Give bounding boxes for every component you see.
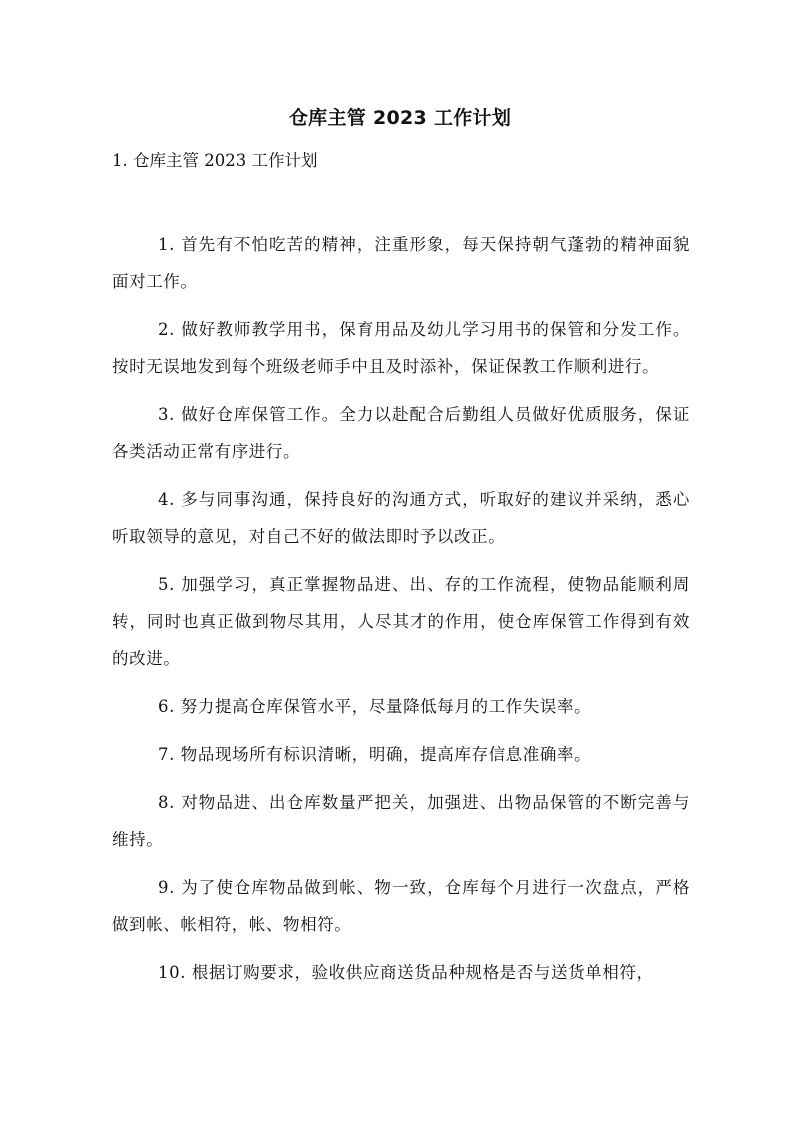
document-subtitle: 1. 仓库主管 2023 工作计划 [112,151,318,170]
plan-item-4: 4. 多与同事沟通，保持良好的沟通方式，听取好的建议并采纳，悉心听取领导的意见，对自己不好的做法即时予以改正。 [112,490,690,546]
plan-item-9: 9. 为了使仓库物品做到帐、物一致，仓库每个月进行一次盘点，严格做到帐、帐相符，帐、物相符。 [112,878,690,934]
plan-item-10: 10. 根据订购要求，验收供应商送货品种规格是否与送货单相符， [158,963,654,982]
plan-item-7: 7. 物品现场所有标识清晰，明确，提高库存信息准确率。 [158,745,592,764]
document-body [112,226,690,1002]
plan-item-8: 8. 对物品进、出仓库数量严把关，加强进、出物品保管的不断完善与维持。 [112,793,690,849]
plan-item-5: 5. 加强学习，真正掌握物品进、出、存的工作流程，使物品能顺利周转，同时也真正做到物尽其用，人尽其才的作用，使仓库保管工作得到有效的改进。 [112,575,690,668]
plan-item-1: 1. 首先有不怕吃苦的精神，注重形象，每天保持朝气蓬勃的精神面貌面对工作。 [112,235,690,291]
document-title: 仓库主管 2023 工作计划 [288,107,512,129]
plan-item-6: 6. 努力提高仓库保管水平，尽量降低每月的工作失误率。 [158,697,592,716]
plan-item-2: 2. 做好教师教学用书，保育用品及幼儿学习用书的保管和分发工作。按时无误地发到每个班级老师手中且及时添补，保证保教工作顺利进行。 [112,320,690,376]
plan-item-3: 3. 做好仓库保管工作。全力以赴配合后勤组人员做好优质服务，保证各类活动正常有序进行。 [112,405,690,461]
